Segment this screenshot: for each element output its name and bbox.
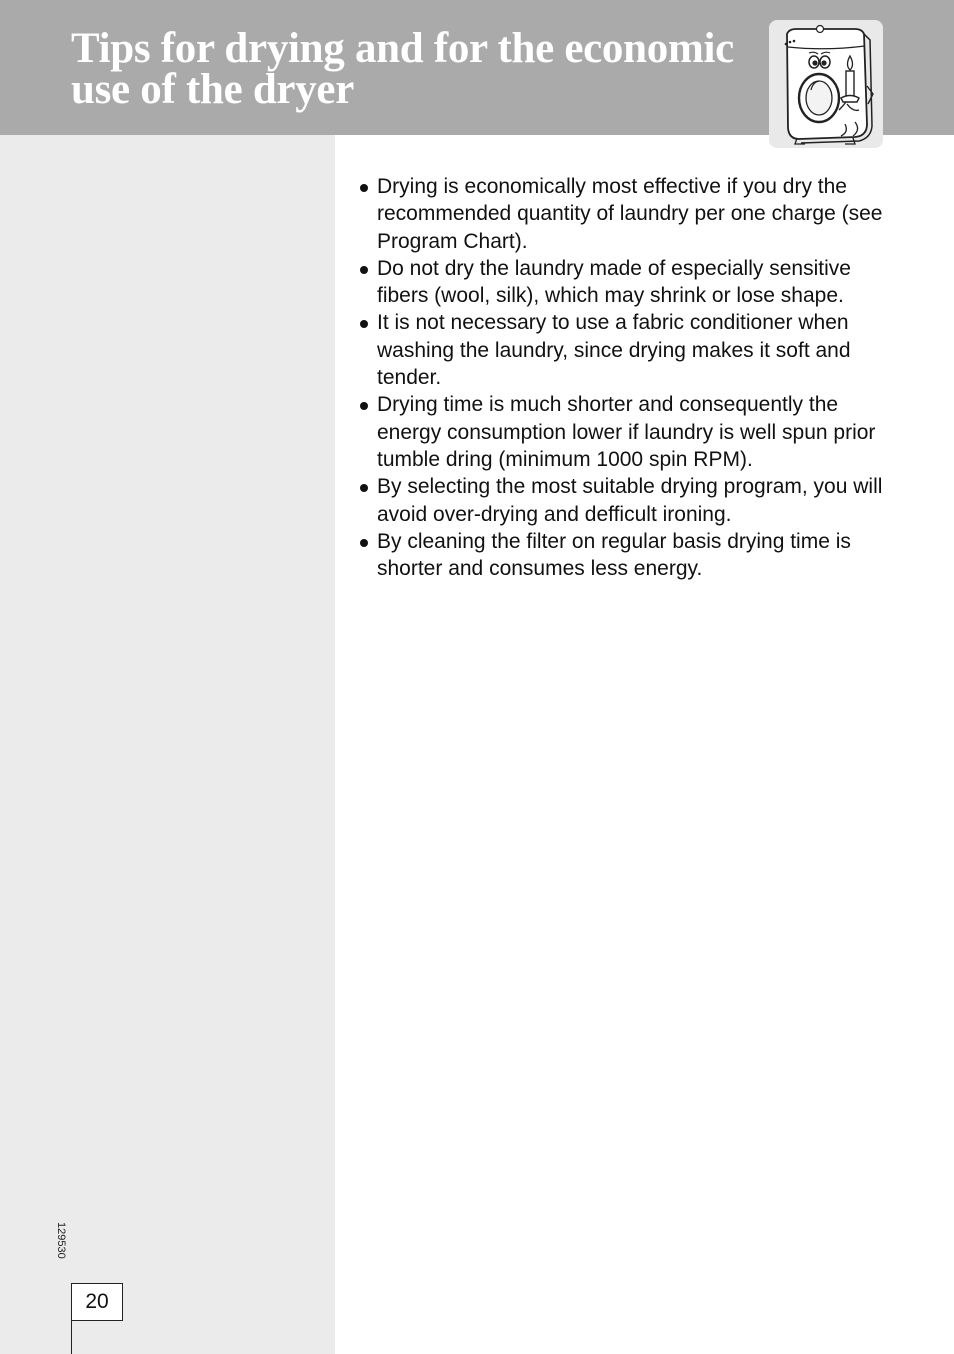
tip-item: By cleaning the filter on regular basis drying time is shorter and consumes less energy. [358,528,888,583]
page-title [71,25,761,113]
page-title-line-1: Tips for drying and for the economic [71,25,734,72]
tips-list [358,173,888,582]
tip-item: Drying is economically most effective if you dry the recommended quantity of laundry per one charge (see Program Chart). [358,173,888,255]
mascot-frame [769,20,883,148]
tip-item: Drying time is much shorter and consequently the energy consumption lower if laundry is well spun prior tumble dring (minimum 1000 spin RPM). [358,391,888,473]
page-title-line-2: use of the dryer [71,66,354,113]
left-sidebar-panel [0,135,335,1354]
tip-item: Do not dry the laundry made of especially sensitive fibers (wool, silk), which may shrink or lose shape. [358,255,888,310]
page-number-rule [71,1320,72,1354]
washing-machine-mascot-icon [769,20,883,148]
page-number: 20 [71,1283,123,1321]
tip-item: It is not necessary to use a fabric conditioner when washing the laundry, since drying makes it soft and tender. [358,309,888,391]
document-code: 129530 [55,1222,67,1259]
tip-item: By selecting the most suitable drying program, you will avoid over-drying and defficult ironing. [358,473,888,528]
